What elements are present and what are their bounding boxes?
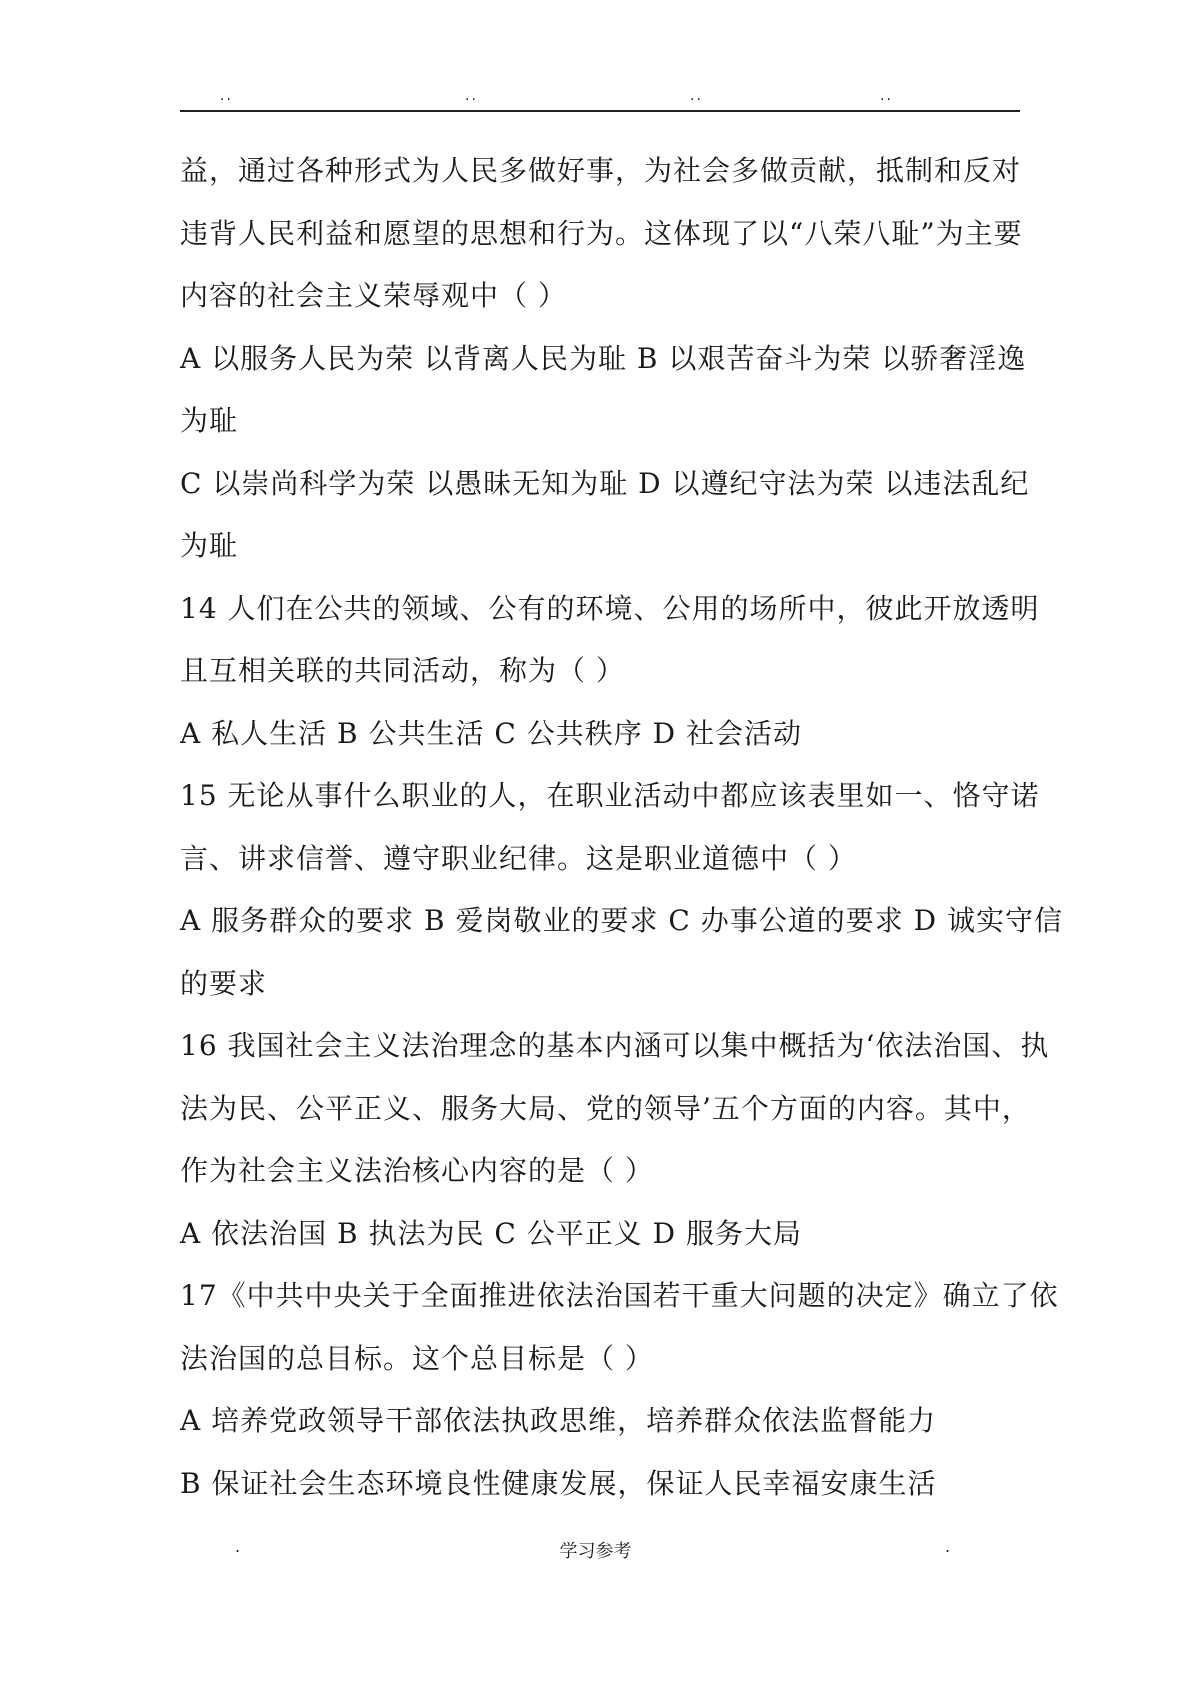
question-17-continued: 法治国的总目标。这个总目标是（ ） bbox=[180, 1341, 654, 1375]
question-14-options: A 私人生活 B 公共生活 C 公共秩序 D 社会活动 bbox=[180, 716, 802, 750]
page-header bbox=[180, 88, 1020, 112]
question-15-options-continued: 的要求 bbox=[180, 966, 268, 1000]
question-16-continued: 法为民、公平正义、服务大局、党的领导’五个方面的内容。其中， bbox=[180, 1091, 1031, 1125]
answer-options-line: C 以崇尚科学为荣 以愚昧无知为耻 D 以遵纪守法为荣 以违法乱纪 bbox=[180, 466, 1030, 500]
header-mark-3: .. bbox=[690, 88, 703, 104]
text-line: 内容的社会主义荣辱观中（ ） bbox=[180, 279, 567, 312]
text-line: 益，通过各种形式为人民多做好事，为社会多做贡献，抵制和反对 bbox=[180, 154, 1022, 187]
question-17-option-a: A 培养党政领导干部依法执政思维，培养群众依法监督能力 bbox=[180, 1404, 937, 1437]
question-16: 16 我国社会主义法治理念的基本内涵可以集中概括为‘依法治国、执 bbox=[180, 1029, 1050, 1062]
footer-label: 学习参考 bbox=[559, 1541, 632, 1562]
question-14-continued: 且互相关联的共同活动，称为（ ） bbox=[180, 654, 625, 687]
question-15: 15 无论从事什么职业的人，在职业活动中都应该表里如一、恪守诺 bbox=[180, 779, 1040, 812]
header-mark-1: .. bbox=[220, 88, 233, 104]
question-14: 14 人们在公共的领域、公有的环境、公用的场所中，彼此开放透明 bbox=[180, 591, 1040, 625]
header-mark-4: .. bbox=[880, 88, 893, 104]
question-16-continued: 作为社会主义法治核心内容的是（ ） bbox=[180, 1154, 654, 1187]
question-17-option-b: B 保证社会生态环境良性健康发展，保证人民幸福安康生活 bbox=[180, 1466, 937, 1500]
answer-options-line: 为耻 bbox=[180, 529, 239, 562]
footer-left-mark: . bbox=[235, 1537, 241, 1556]
question-15-continued: 言、讲求信誉、遵守职业纪律。这是职业道德中（ ） bbox=[180, 841, 857, 875]
answer-options-line: 为耻 bbox=[180, 404, 239, 437]
question-16-options: A 依法治国 B 执法为民 C 公平正义 D 服务大局 bbox=[180, 1216, 802, 1250]
answer-options-line: A 以服务人民为荣 以背离人民为耻 B 以艰苦奋斗为荣 以骄奢淫逸 bbox=[180, 341, 1027, 375]
question-15-options: A 服务群众的要求 B 爱岗敬业的要求 C 办事公道的要求 D 诚实守信 bbox=[180, 904, 1063, 937]
footer-right-mark: . bbox=[945, 1537, 951, 1556]
header-mark-2: .. bbox=[465, 88, 478, 104]
text-line: 违背人民利益和愿望的思想和行为。这体现了以“八荣八耻”为主要 bbox=[180, 216, 1023, 250]
question-17: 17《中共中央关于全面推进依法治国若干重大问题的决定》确立了依 bbox=[180, 1279, 1059, 1312]
page-footer bbox=[0, 1535, 1191, 1565]
document-body bbox=[180, 140, 1063, 1515]
